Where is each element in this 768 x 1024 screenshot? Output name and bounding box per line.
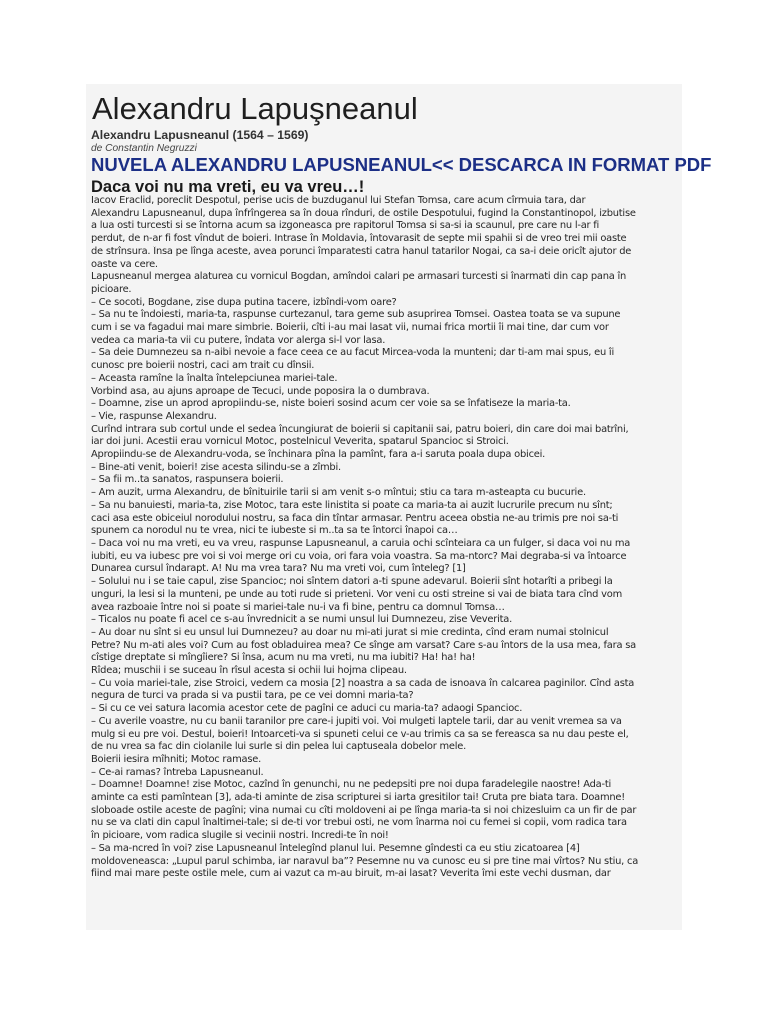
text-line: cum i se va fagadui mai mare simbrie. Boierii, cîti i-au mai lasat vii, numai frica mortii îi mai tine, dar cum vor <box>91 322 609 334</box>
text-line: Rîdea; muschii i se suceau în rîsul acesta si ochii lui hojma clipeau. <box>91 665 407 677</box>
text-line: oaste va cere. <box>91 258 158 270</box>
text-line: – Sa fii m..ta sanatos, raspunsera boierii. <box>91 474 284 486</box>
text-line: cîstige dreptate si mîngîiere? Si însa, acum nu ma vreti, nu ma iubiti? Ha! ha! ha! <box>91 652 476 664</box>
text-line: vedea ca maria-ta vii cu putere, îndata vor alerga si-l vor lasa. <box>91 334 386 346</box>
text-line: Lapusneanul mergea alaturea cu vornicul Bogdan, amîndoi calari pe armasari turcesti si înarmati din cap pana în <box>91 271 627 283</box>
text-line: negura de turci va prada si va pustii tara, pe ce vei domni maria-ta? <box>91 690 414 702</box>
text-line: – Au doar nu sînt si eu unsul lui Dumnezeu? au doar nu mi-ati jurat si mie credinta, cînd eram numai stolnicul <box>91 626 609 638</box>
text-line: spunem ca norodul nu te vrea, nici te iubeste si m..ta sa te întorci înapoi ca… <box>91 525 458 537</box>
text-line: Boierii iesira mîhniti; Motoc ramase. <box>91 753 262 765</box>
document-subtitle: Alexandru Lapusneanul (1564 – 1569) <box>91 128 309 142</box>
text-line: de nu vrea sa fac din ciolanile lui surle si din pelea lui captuseala dobelor mele. <box>91 741 467 753</box>
author-line: de Constantin Negruzzi <box>91 143 197 154</box>
text-line: – Daca voi nu ma vreti, eu va vreu, raspunse Lapusneanul, a caruia ochi scînteiara ca un fulger, si daca voi nu ma <box>91 537 631 549</box>
text-line: în picioare, vom radica slugile si vecinii nostri. Încredi-te în noi! <box>91 830 389 842</box>
text-line: – Doamne, zise un aprod apropiindu-se, niste boieri sosind acum cer voie sa se înfatiseze la maria-ta. <box>91 398 571 410</box>
text-line: – Doamne! Doamne! zise Motoc, cazînd în genunchi, nu ne pedepsiti pre noi dupa faradelegile naostre! Ada-ti <box>91 779 612 791</box>
text-line: – Sa nu te îndoiesti, maria-ta, raspunse curtezanul, tara geme sub asuprirea Tomsei. Oastea toata se va supune <box>91 309 621 321</box>
text-line: – Sa ma-ncred în voi? zise Lapusneanul întelegînd planul lui. Pesemne gîndesti ca eu stiu zicatoarea [4] <box>91 842 580 854</box>
text-line: Alexandru Lapusneanul, dupa înfrîngerea sa în doua rînduri, de ostile Despotului, fugind la Constantinopol, izbutise <box>91 207 636 219</box>
text-line: – Cu voia mariei-tale, zise Stroici, vedem ca mosia [2] noastra a sa cada de isnoava în calcarea paginilor. Cînd asta <box>91 677 635 689</box>
text-line: Iacov Eraclid, poreclit Despotul, perise ucis de buzduganul lui Stefan Tomsa, care acum cîrmuia tara, dar <box>91 195 586 206</box>
text-line: nu se va clati din capul înaltimei-tale; si de-ti vor trebui osti, ne vom înarma noi cu femei si copii, vom radica tara <box>91 817 627 829</box>
text-line: Curînd intrara sub cortul unde el sedea încungiurat de boierii si capitanii sai, patru boieri, din care doi mai batrîni, <box>91 423 629 435</box>
text-line: – Ce socoti, Bogdane, zise dupa putina tacere, izbîndi-vom oare? <box>91 296 397 308</box>
text-line: fiind mai mare peste ostile mele, cum ai vazut ca m-au biruit, m-ai lasat? Veverita îmi este vechi dusman, dar <box>91 868 611 880</box>
text-line: – Am auzit, urma Alexandru, de bînituirile tarii si am venit s-o mîntui; stiu ca tara m-asteapta cu bucurie. <box>91 487 586 499</box>
text-line: unguri, la lesi si la munteni, pe unde au toti rude si prieteni. Vor veni cu osti streine si vai de biata tara cînd vom <box>91 588 622 600</box>
text-line: caci asa este obiceiul norodului nostru, sa faca din tîntar armasar. Pentru aceea obstia ne-au trimis pre noi sa-ti <box>91 512 619 524</box>
text-line: – Cu averile voastre, nu cu banii taranilor pre care-i jupiti voi. Voi mulgeti laptele tarii, dar au venit vremea sa va <box>91 715 622 727</box>
section-heading: Daca voi nu ma vreti, eu va vreu…! <box>91 178 365 196</box>
text-line: sloboade ostile aceste de pagîni; vina numai cu cîti moldoveni ai pe lînga maria-ta si noi chizesluim ca un fir de par <box>91 804 637 816</box>
text-line: de strînsura. Însa pe lînga aceste, avea porunci împaratesti catra hanul tatarilor Nogai, ca sa-i deie oricît ajutor de <box>91 245 632 257</box>
document-title: Alexandru Lapuşneanul <box>92 91 418 126</box>
text-line: aminte ca esti pamîntean [3], ada-ti aminte de zisa scripturei si iarta gresitilor tai! Cruta pre biata tara. Doamne! <box>91 792 626 804</box>
text-line: cunosc pre boierii nostri, caci am trait cu dînsii. <box>91 360 315 372</box>
text-line: avea razboaie între noi si poate si mariei-tale nu-i va fi bine, pentru ca domnul Tomsa… <box>91 601 505 613</box>
text-line: – Ce-ai ramas? întreba Lapusneanul. <box>91 766 264 778</box>
text-line: iar doi juni. Acestii erau vornicul Motoc, postelnicul Veverita, spatarul Spancioc si Stroici. <box>91 436 509 448</box>
story-body <box>91 195 681 881</box>
text-line: mulg si eu pre voi. Destul, boieri! Întoarceti-va si spuneti celui ce v-au trimis ca sa se fereasca sa nu dau peste el, <box>91 728 629 740</box>
text-line: – Si cu ce vei satura lacomia acestor cete de pagîni ce aduci cu maria-ta? adaogi Spancioc. <box>91 703 523 715</box>
text-line: – Sa deie Dumnezeu sa n-aibi nevoie a face ceea ce au facut Mircea-voda la munteni; dar ti-am mai spus, eu îi <box>91 347 614 359</box>
text-line: Dunarea cursul îndarapt. A! Nu ma vrea tara? Nu ma vreti voi, cum înteleg? [1] <box>91 563 466 575</box>
text-line: – Bine-ati venit, boieri! zise acesta silindu-se a zîmbi. <box>91 461 341 473</box>
text-line: Apropiindu-se de Alexandru-voda, se închinara pîna la pamînt, fara a-i saruta poala dupa obicei. <box>91 449 546 461</box>
text-line: – Aceasta ramîne la înalta întelepciunea mariei-tale. <box>91 372 338 384</box>
text-line: – Sa nu banuiesti, maria-ta, zise Motoc, tara este linistita si poate ca maria-ta ai auzit lucrurile precum nu sînt; <box>91 499 613 511</box>
text-line: moldoveneasca: „Lupul parul schimba, iar naravul ba”? Pesemne nu va cunosc eu si pre tine mai vîrtos? Nu stiu, ca <box>91 855 639 867</box>
text-line: Vorbind asa, au ajuns aproape de Tecuci, unde poposira la o dumbrava. <box>91 385 430 397</box>
text-line: – Ticalos nu poate fi acel ce s-au învrednicit a se numi unsul lui Dumnezeu, zise Veverita. <box>91 614 513 626</box>
text-line: – Vie, raspunse Alexandru. <box>91 410 217 422</box>
text-line: perdut, de n-ar fi fost vîndut de boieri. Intrase în Moldavia, întovarasit de septe mii spahii si de vreo trei mii oaste <box>91 233 627 245</box>
text-line: a lua osti turcesti si se întorna acum sa izgoneasca pre rapitorul Tomsa si sa-si ia scaunul, pre care nu l-ar fi <box>91 220 600 232</box>
text-line: – Solului nu i se taie capul, zise Spancioc; noi sîntem datori a-ti spune adevarul. Boierii sînt hotarîti a pribegi la <box>91 576 613 588</box>
text-line: iubiti, eu va iubesc pre voi si voi merge ori cu voia, ori fara voia voastra. Sa ma-ntorc? Mai degraba-si va întoarce <box>91 550 627 562</box>
text-line: Petre? Nu m-ati ales voi? Cum au fost obladuirea mea? Ce sînge am varsat? Care s-au întors de la usa mea, fara sa <box>91 639 636 651</box>
text-line: picioare. <box>91 283 132 295</box>
download-pdf-link[interactable]: NUVELA ALEXANDRU LAPUSNEANUL<< DESCARCA IN FORMAT PDF <box>91 154 712 175</box>
